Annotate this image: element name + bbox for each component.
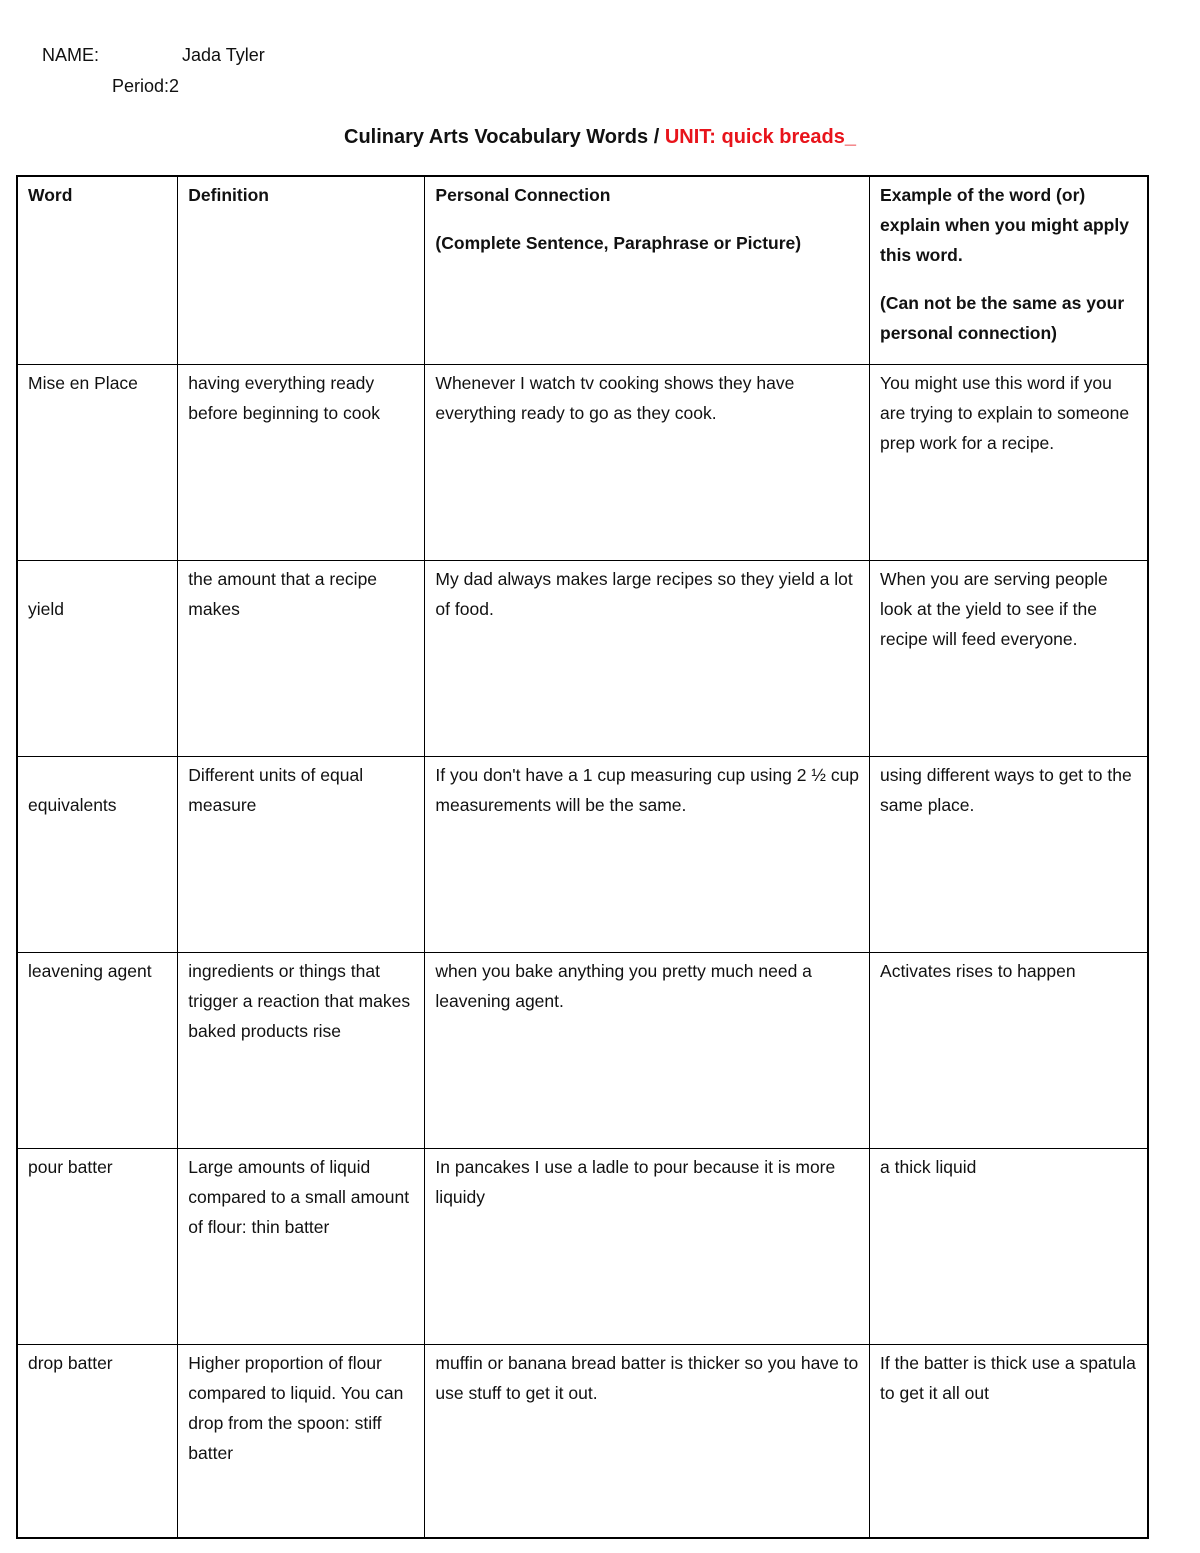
header-spacer	[435, 210, 859, 228]
cell-spacer	[28, 564, 167, 594]
word-cell: leavening agent	[17, 952, 178, 1148]
column-header-definition	[178, 176, 425, 364]
word-cell	[17, 756, 178, 952]
personal-connection-cell: If you don't have a 1 cup measuring cup using 2 ½ cup measurements will be the same.	[425, 756, 870, 952]
column-header-example	[870, 176, 1148, 364]
example-cell: You might use this word if you are trying to explain to someone prep work for a recipe.	[870, 364, 1148, 560]
cell-spacer	[28, 760, 167, 790]
column-header-word-label: Word	[28, 185, 73, 205]
personal-connection-cell: when you bake anything you pretty much need a leavening agent.	[425, 952, 870, 1148]
column-header-definition-label: Definition	[188, 185, 269, 205]
table-header-row	[17, 176, 1148, 364]
name-label: NAME:	[42, 45, 100, 65]
example-cell: using different ways to get to the same place.	[870, 756, 1148, 952]
column-header-personal-label: Personal Connection	[435, 185, 611, 205]
table-row	[17, 560, 1148, 756]
definition-cell: Higher proportion of flour compared to liquid. You can drop from the spoon: stiff batter	[178, 1344, 425, 1538]
table-row	[17, 756, 1148, 952]
example-cell: When you are serving people look at the yield to see if the recipe will feed everyone.	[870, 560, 1148, 756]
header-spacer	[880, 270, 1137, 288]
vocabulary-table	[16, 175, 1149, 1539]
personal-connection-cell: In pancakes I use a ladle to pour because it is more liquidy	[425, 1148, 870, 1344]
definition-cell: Large amounts of liquid compared to a small amount of flour: thin batter	[178, 1148, 425, 1344]
example-cell: a thick liquid	[870, 1148, 1148, 1344]
definition-cell: ingredients or things that trigger a reaction that makes baked products rise	[178, 952, 425, 1148]
personal-connection-cell: Whenever I watch tv cooking shows they have everything ready to go as they cook.	[425, 364, 870, 560]
column-header-personal-note: (Complete Sentence, Paraphrase or Picture)	[435, 233, 802, 253]
example-cell: Activates rises to happen	[870, 952, 1148, 1148]
personal-connection-cell: muffin or banana bread batter is thicker so you have to use stuff to get it out.	[425, 1344, 870, 1538]
word-cell: drop batter	[17, 1344, 178, 1538]
definition-cell: the amount that a recipe makes	[178, 560, 425, 756]
word-cell: pour batter	[17, 1148, 178, 1344]
word-cell	[17, 560, 178, 756]
period-label: Period:2	[112, 76, 180, 96]
table-row	[17, 1344, 1148, 1538]
column-header-word	[17, 176, 178, 364]
column-header-example-label: Example of the word (or) explain when you might apply this word.	[880, 185, 1129, 265]
title-unit: UNIT: quick breads_	[664, 126, 856, 148]
personal-connection-cell: My dad always makes large recipes so they yield a lot of food.	[425, 560, 870, 756]
definition-cell: having everything ready before beginning to cook	[178, 364, 425, 560]
example-cell: If the batter is thick use a spatula to get it all out	[870, 1344, 1148, 1538]
table-row	[17, 1148, 1148, 1344]
title-main: Culinary Arts Vocabulary Words /	[344, 126, 665, 148]
table-row	[17, 364, 1148, 560]
page-title	[0, 126, 1200, 149]
column-header-personal-connection	[425, 176, 870, 364]
word-text: yield	[28, 598, 64, 619]
definition-cell: Different units of equal measure	[178, 756, 425, 952]
column-header-example-note: (Can not be the same as your personal connection)	[880, 293, 1125, 343]
table-row	[17, 952, 1148, 1148]
student-name: Jada Tyler	[182, 45, 265, 65]
word-text: equivalents	[28, 794, 117, 815]
word-cell: Mise en Place	[17, 364, 178, 560]
